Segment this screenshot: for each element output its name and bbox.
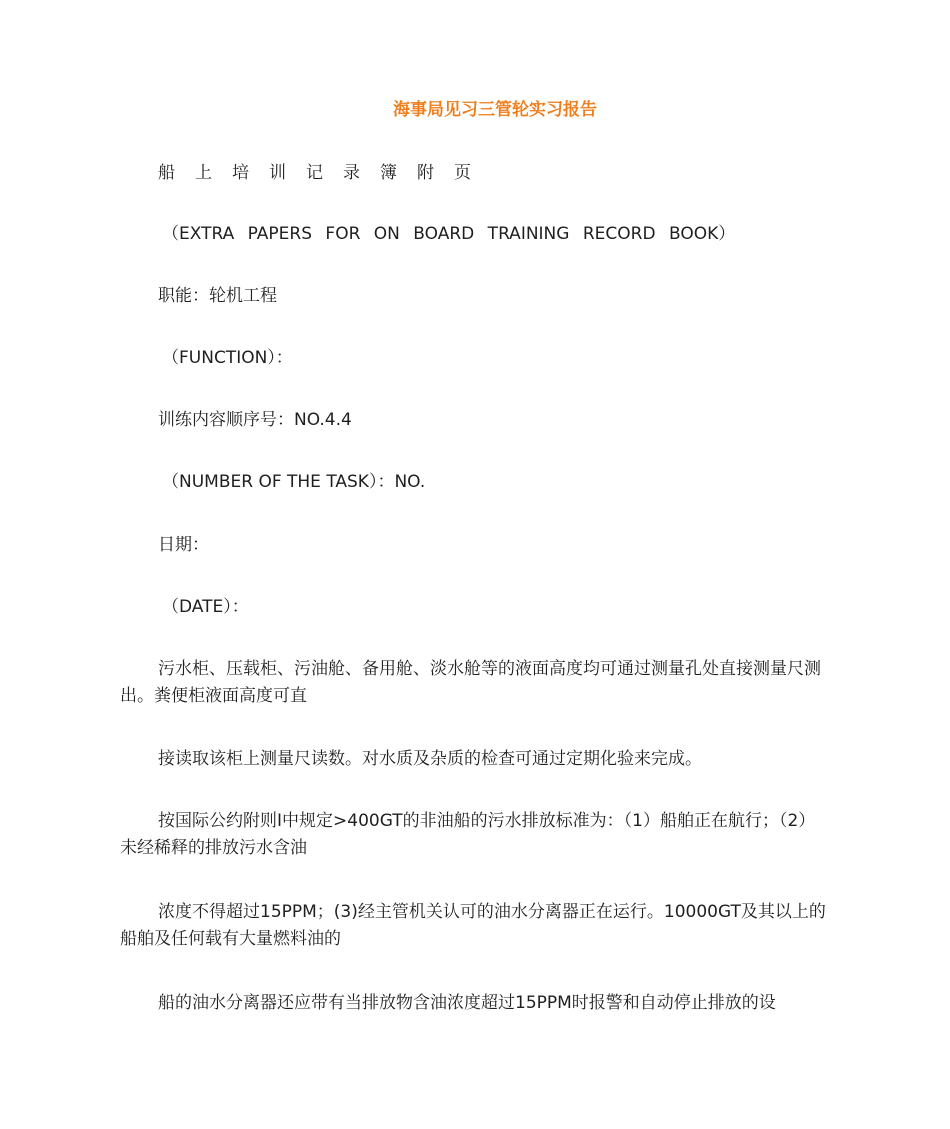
body-paragraph: 污水柜、压载柜、污油舱、备用舱、淡水舱等的液面高度均可通过测量孔处直接测量尺测出。粪便柜液面高度可直 — [120, 659, 821, 706]
body-paragraph: 接读取该柜上测量尺读数。对水质及杂质的检查可通过定期化验来完成。 — [158, 749, 702, 769]
body-paragraph: 浓度不得超过15PPM；(3)经主管机关认可的油水分离器正在运行。10000GT及其以上的船舶及任何载有大量燃料油的 — [120, 902, 826, 949]
task-number-en: （NUMBER OF THE TASK）：NO. — [162, 472, 426, 492]
body-paragraph: 船的油水分离器还应带有当排放物含油浓度超过15PPM时报警和自动停止排放的设 — [158, 993, 776, 1013]
date-label-en: （DATE）： — [162, 597, 249, 617]
body-paragraph: 按国际公约附则Ⅰ中规定>400GT的非油船的污水排放标准为：（1）船舶正在航行；（2）未经稀释的排放污水含油 — [120, 811, 816, 858]
function-label-cn: 职能：轮机工程 — [158, 286, 277, 306]
record-book-heading-en: （EXTRA PAPERS FOR ON BOARD TRAINING RECORD BOOK） — [162, 224, 736, 244]
record-book-heading-cn: 船上培训记录簿附页 — [158, 163, 491, 183]
date-label-cn: 日期： — [158, 535, 209, 555]
task-number-cn: 训练内容顺序号：NO.4.4 — [158, 410, 352, 430]
function-label-en: （FUNCTION）： — [162, 348, 293, 368]
report-title: 海事局见习三管轮实习报告 — [393, 100, 597, 120]
